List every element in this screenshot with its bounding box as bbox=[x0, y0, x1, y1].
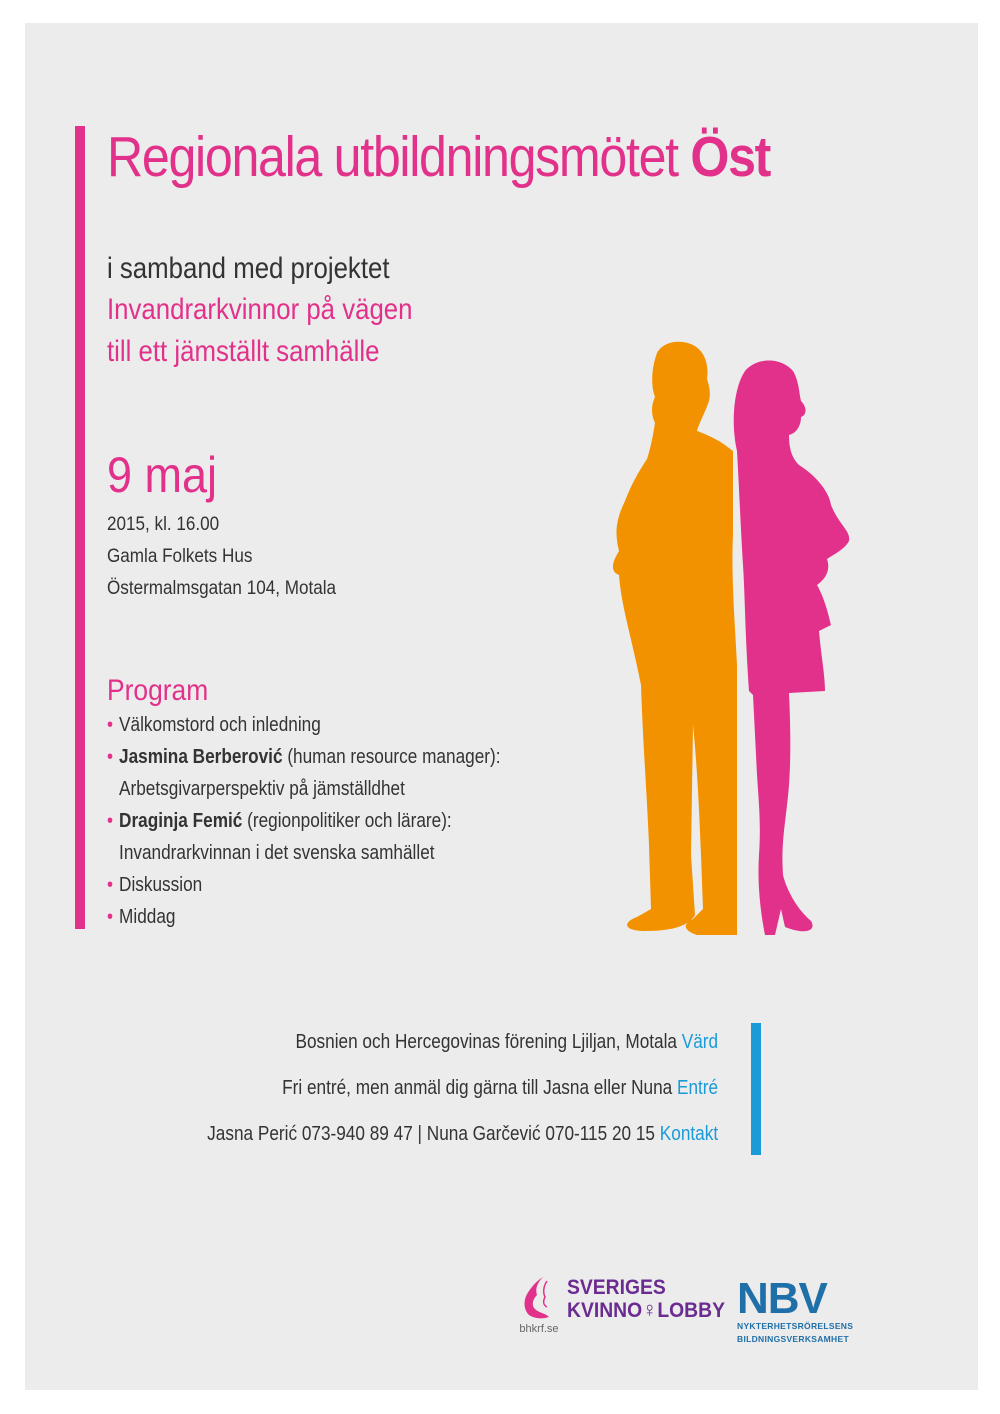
man-woman-silhouette-illustration bbox=[585, 335, 875, 955]
nbv-logo bbox=[737, 1274, 857, 1359]
program-item-text: Välkomstord och inledning bbox=[119, 714, 321, 736]
bullet-icon: • bbox=[107, 810, 114, 832]
page-title bbox=[107, 123, 770, 191]
speaker-name: Draginja Femić bbox=[119, 810, 243, 832]
nbv-line-1: NYKTERHETSRÖRELSENS bbox=[737, 1321, 854, 1331]
event-address: Östermalmsgatan 104, Motala bbox=[107, 578, 337, 599]
bullet-icon: • bbox=[107, 874, 114, 896]
speaker-name: Jasmina Berberović bbox=[119, 746, 283, 768]
project-line-2: till ett jämställt samhälle bbox=[107, 335, 380, 368]
title-regular: Regionala utbildningsmötet bbox=[107, 125, 678, 189]
program-item bbox=[107, 869, 501, 901]
program-item-desc: Arbetsgivarperspektiv på jämställdhet bbox=[119, 778, 405, 800]
program-item bbox=[107, 741, 501, 805]
title-bold: Öst bbox=[690, 125, 771, 189]
program-item bbox=[107, 901, 501, 933]
bullet-icon: • bbox=[107, 906, 114, 928]
event-date: 9 maj bbox=[107, 447, 218, 503]
host-text: Bosnien och Hercegovinas förening Ljiljan, Motala bbox=[295, 1031, 677, 1053]
woman-silhouette bbox=[734, 361, 849, 936]
nbv-line-2: BILDNINGSVERKSAMHET bbox=[737, 1334, 849, 1344]
program-item bbox=[107, 709, 501, 741]
project-line-1: Invandrarkvinnor på vägen bbox=[107, 293, 413, 326]
event-info bbox=[207, 1019, 718, 1157]
event-year-time: 2015, kl. 16.00 bbox=[107, 514, 220, 535]
program-item bbox=[107, 805, 501, 869]
event-details bbox=[107, 509, 336, 605]
venus-icon: ♀ bbox=[642, 1297, 658, 1322]
bhkrf-face-icon bbox=[519, 1275, 559, 1321]
program-title: Program bbox=[107, 674, 209, 707]
event-venue: Gamla Folkets Hus bbox=[107, 546, 253, 567]
entry-text: Fri entré, men anmäl dig gärna till Jasna eller Nuna bbox=[282, 1077, 673, 1099]
contact-label: Kontakt bbox=[659, 1123, 718, 1145]
contact-text: Jasna Perić 073-940 89 47 | Nuna Garčević 070-115 20 15 bbox=[207, 1123, 655, 1145]
nbv-letters: NBV bbox=[737, 1274, 827, 1323]
speaker-role: (human resource manager): bbox=[282, 746, 501, 768]
program-item-desc: Invandrarkvinnan i det svenska samhället bbox=[119, 842, 435, 864]
man-silhouette bbox=[613, 342, 737, 935]
skl-line-1: SVERIGES bbox=[567, 1276, 666, 1299]
program-list bbox=[107, 709, 501, 933]
program-item-text: Middag bbox=[119, 906, 176, 928]
bullet-icon: • bbox=[107, 714, 114, 736]
bhkrf-text: bhkrf.se bbox=[519, 1323, 559, 1335]
accent-bar-right bbox=[751, 1023, 761, 1155]
contact-line bbox=[207, 1111, 718, 1157]
accent-bar-left bbox=[75, 126, 85, 929]
entry-label: Entré bbox=[676, 1077, 718, 1099]
speaker-role: (regionpolitiker och lärare): bbox=[242, 810, 452, 832]
entry-line bbox=[207, 1065, 718, 1111]
skl-lobby: LOBBY bbox=[657, 1299, 725, 1322]
poster bbox=[25, 23, 978, 1390]
project-name bbox=[107, 289, 413, 373]
subtitle: i samband med projektet bbox=[107, 252, 390, 285]
host-label: Värd bbox=[681, 1031, 718, 1053]
bhkrf-logo bbox=[509, 1275, 569, 1365]
host-line bbox=[207, 1019, 718, 1065]
program-item-text: Diskussion bbox=[119, 874, 203, 896]
sveriges-kvinnolobby-logo bbox=[567, 1277, 725, 1322]
skl-kvinno: KVINNO bbox=[567, 1299, 643, 1322]
skl-line-2 bbox=[567, 1299, 725, 1322]
bullet-icon: • bbox=[107, 746, 114, 768]
